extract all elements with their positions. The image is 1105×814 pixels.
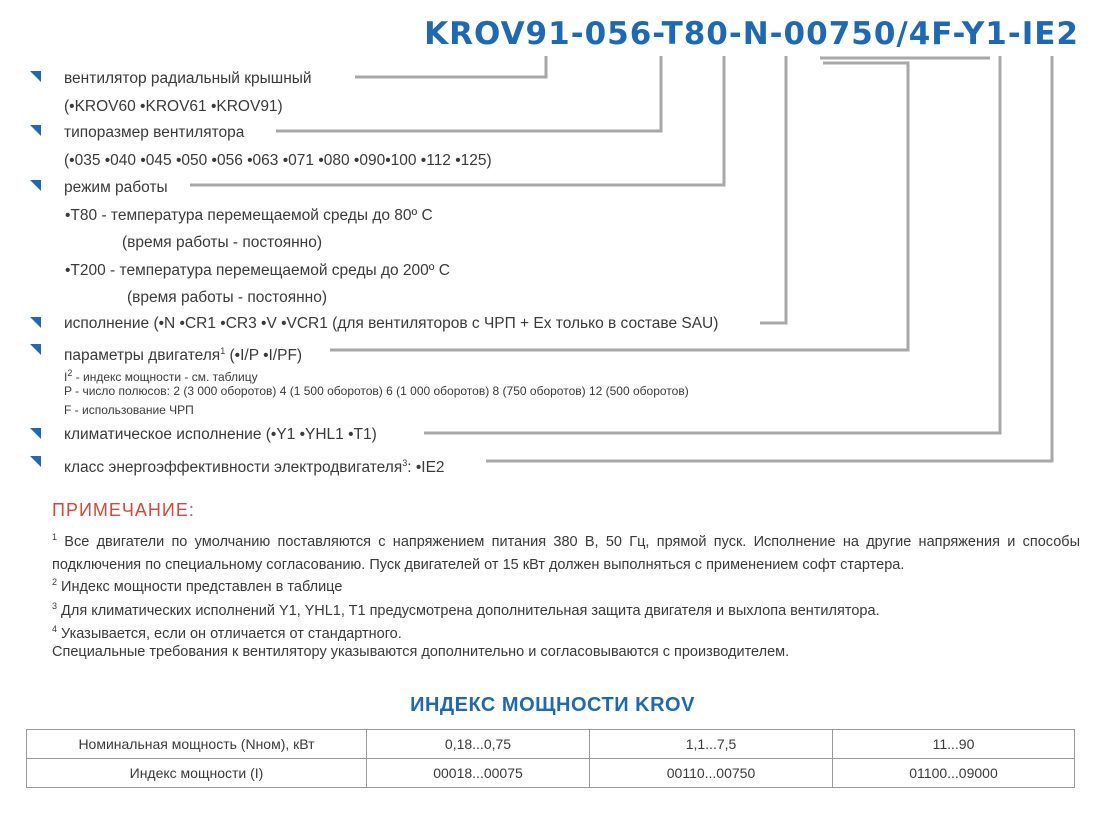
table-row: [27, 730, 1075, 759]
table-cell: 00018...00075: [367, 759, 590, 788]
table-cell: 11...90: [833, 730, 1075, 759]
table-cell: Индекс мощности (I): [27, 759, 367, 788]
item-execution: исполнение (•N •CR1 •CR3 •V •VCR1 (для вентиляторов с ЧРП + Ex только в составе SAU): [64, 315, 722, 333]
item-motor: параметры двигателя$^1$ (•I/P •I/PF): [64, 342, 306, 365]
table-cell: 01100...09000: [833, 759, 1075, 788]
bullet-triangle-icon: [30, 125, 41, 136]
item-type: вентилятор радиальный крышный: [64, 70, 316, 88]
item-mode-t200: •Т200 - температура перемещаемой среды до 200º С: [65, 262, 450, 279]
note-3: $^3$ Для климатических исполнений Y1, YHL1, T1 предусмотрена дополнительная защита двигателя и выхлопа вентилятора.: [52, 601, 880, 619]
bullet-triangle-icon: [30, 456, 41, 467]
note-5: Специальные требования к вентилятору указываются дополнительно и согласовываются с производителем.: [52, 644, 790, 660]
item-size: типоразмер вентилятора: [64, 124, 248, 142]
item-motor-sub2: P - число полюсов: 2 (3 000 оборотов) 4 (1 500 оборотов) 6 (1 000 оборотов) 8 (750 оборотов) 12 (500 оборотов): [64, 384, 689, 398]
note-2: $^2$ Индекс мощности представлен в таблице: [52, 577, 343, 595]
note-1: $^1$ Все двигатели по умолчанию поставляются с напряжением питания 380 В, 50 Гц, прямой пуск. Исполнение на другие напряжения и способы подключения по специальному согласованию. Пуск двигателей от 15 кВт должен выполняться с применением софт стартера.: [52, 532, 1080, 573]
notes-title: ПРИМЕЧАНИЕ:: [52, 500, 195, 520]
bullet-triangle-icon: [30, 428, 41, 439]
power-index-table: [26, 729, 1075, 788]
table-cell: Номинальная мощность (Nном), кВт: [27, 730, 367, 759]
table-cell: 1,1...7,5: [590, 730, 833, 759]
item-mode-t200-note: (время работы - постоянно): [127, 289, 328, 306]
item-mode: режим работы: [64, 179, 172, 197]
item-motor-sub1: $I^2$ - индекс мощности - см. таблицу: [64, 368, 258, 384]
item-mode-t80: •Т80 - температура перемещаемой среды до 80º С: [65, 207, 433, 224]
bullet-triangle-icon: [30, 317, 41, 328]
table-row: [27, 759, 1075, 788]
table-cell: 0,18...0,75: [367, 730, 590, 759]
bullet-triangle-icon: [30, 180, 41, 191]
bullet-triangle-icon: [30, 344, 41, 355]
table-cell: 00110...00750: [590, 759, 833, 788]
item-climate: климатическое исполнение (•Y1 •YHL1 •T1): [64, 426, 381, 444]
item-size-options: (•035 •040 •045 •050 •056 •063 •071 •080 •090•100 •112 •125): [64, 152, 492, 169]
item-energy: класс энергоэффективности электродвигателя$^3$: •IE2: [64, 454, 449, 477]
bullet-triangle-icon: [30, 71, 41, 82]
item-type-options: (•KROV60 •KROV61 •KROV91): [64, 98, 283, 115]
item-mode-t80-note: (время работы - постоянно): [122, 234, 323, 251]
note-4: $^4$ Указывается, если он отличается от стандартного.: [52, 624, 402, 642]
product-code: KROV91-056-T80-N-00750/4F-Y1-IE2: [424, 16, 1079, 52]
item-motor-sub3: F - использование ЧРП: [64, 403, 194, 417]
table-title: ИНДЕКС МОЩНОСТИ KROV: [410, 694, 695, 716]
